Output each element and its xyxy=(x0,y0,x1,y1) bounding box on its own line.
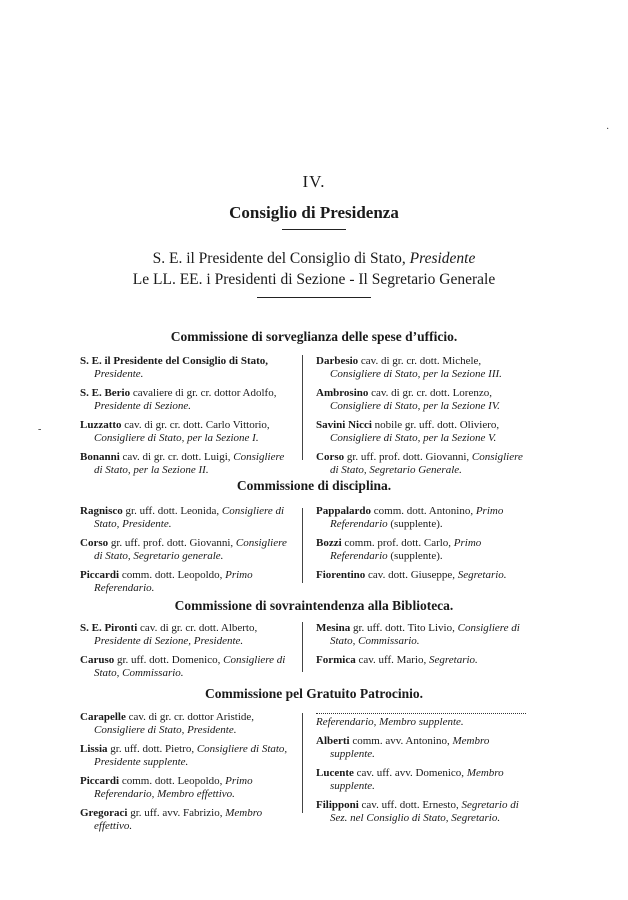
member-role: Membro effettivo. xyxy=(94,807,263,832)
member-role: Consigliere di Stato, Segretario Generale. xyxy=(330,451,523,476)
header-line-1-text xyxy=(153,250,476,267)
member-name: S. E. il Presidente del Consiglio di Stato, xyxy=(80,355,269,367)
header-line-2: Le LL. EE. i Presidenti di Sezione - Il Segretario Generale xyxy=(132,271,496,288)
member-title: gr. uff. prof. dott. Giovanni, xyxy=(344,451,472,463)
member-role: Primo Referendario. xyxy=(94,569,253,594)
member-entry xyxy=(316,569,526,582)
member-role: Primo Referendario, Membro effettivo. xyxy=(94,775,253,800)
member-role: Consigliere di Stato, per la Sezione II. xyxy=(94,451,285,476)
member-name: Caruso xyxy=(80,654,115,666)
section-3-right xyxy=(316,711,526,831)
member-name: Piccardi xyxy=(80,775,120,787)
member-title: comm. dott. Leopoldo, xyxy=(119,775,226,787)
section-title-sorveglianza: Commissione di sorveglianza delle spese d’ufficio. xyxy=(170,329,458,344)
member-role: Consigliere di Stato, per la Sezione V. xyxy=(330,432,497,444)
member-role: Presidente. xyxy=(94,368,144,380)
member-role: Consigliere di Stato, Commissario. xyxy=(330,622,520,647)
member-suffix: (supplente). xyxy=(387,550,443,562)
member-role: Consigliere di Stato, per la Sezione IV. xyxy=(330,400,500,412)
section-3-left xyxy=(80,711,292,839)
member-entry xyxy=(80,654,292,680)
member-title: comm. prof. dott. Carlo, xyxy=(341,537,454,549)
member-name: Corso xyxy=(80,537,109,549)
title-rule xyxy=(282,229,346,230)
member-name: Piccardi xyxy=(80,569,120,581)
member-role: Consigliere di Stato, Segretario generale. xyxy=(94,537,287,562)
section-0-left xyxy=(80,355,292,483)
member-role: Primo Referendario xyxy=(330,505,504,530)
member-entry xyxy=(316,387,526,413)
section-title-gratuito-patrocinio: Commissione pel Gratuito Patrocinio. xyxy=(205,686,423,701)
member-title: cav. di gr. cr. dott. Carlo Vittorio, xyxy=(121,419,270,431)
member-name: Darbesio xyxy=(316,355,359,367)
member-name: Fiorentino xyxy=(316,569,366,581)
member-title: gr. uff. dott. Domenico, xyxy=(114,654,224,666)
column-divider xyxy=(302,622,303,672)
member-name: Filipponi xyxy=(316,799,359,811)
member-name: Ragnisco xyxy=(80,505,123,517)
member-entry xyxy=(80,743,292,769)
chapter-number: IV. xyxy=(302,172,326,191)
member-title: cav. di gr. cr. dott. Alberto, xyxy=(137,622,258,634)
member-entry xyxy=(80,355,292,381)
section-title-disciplina: Commissione di disciplina. xyxy=(236,478,392,493)
member-title: gr. uff. prof. dott. Giovanni, xyxy=(108,537,236,549)
member-entry xyxy=(80,711,292,737)
member-entry xyxy=(316,419,526,445)
member-entry xyxy=(80,537,292,563)
member-role: Consigliere di Stato, Presidente supplente. xyxy=(94,743,288,768)
page-title: Consiglio di Presidenza xyxy=(229,203,399,222)
header-line-1-main: S. E. il Presidente del Consiglio di Stato, xyxy=(152,250,410,267)
column-divider xyxy=(302,508,303,583)
member-entry xyxy=(80,505,292,531)
member-name: Pappalardo xyxy=(316,505,372,517)
member-role: Consigliere di Stato, Presidente. xyxy=(94,724,237,736)
member-role: Presidente di Sezione, Presidente. xyxy=(94,635,244,647)
member-name: S. E. Berio xyxy=(80,387,131,399)
member-name: Savini Nicci xyxy=(316,419,372,431)
member-name: Corso xyxy=(316,451,345,463)
member-title: comm. avv. Antonino, xyxy=(349,735,453,747)
member-name: Ambrosino xyxy=(316,387,369,399)
member-title: comm. dott. Antonino, xyxy=(371,505,476,517)
member-title: cavaliere di gr. cr. dottor Adolfo, xyxy=(130,387,277,399)
member-entry xyxy=(316,622,526,648)
member-entry xyxy=(80,807,292,833)
member-title: cav. di gr. cr. dott. Michele, xyxy=(358,355,482,367)
member-entry xyxy=(316,767,526,793)
member-entry xyxy=(80,775,292,801)
member-name: Carapelle xyxy=(80,711,126,723)
member-role: Consigliere di Stato, Presidente. xyxy=(94,505,285,530)
member-entry xyxy=(316,735,526,761)
member-name: Lucente xyxy=(316,767,354,779)
column-divider xyxy=(302,713,303,813)
member-title: cav. uff. Mario, xyxy=(355,654,430,666)
member-role: Consigliere di Stato, per la Sezione I. xyxy=(94,432,259,444)
member-name: Gregoraci xyxy=(80,807,128,819)
member-role: Segretario. xyxy=(429,654,478,666)
continuation-text: Referendario, Membro supplente. xyxy=(316,716,464,728)
member-title: cav. di gr. cr. dott. Luigi, xyxy=(119,451,234,463)
continuation-line xyxy=(316,716,526,729)
member-role: Consigliere di Stato, per la Sezione III. xyxy=(330,368,502,380)
column-divider xyxy=(302,355,303,460)
member-suffix: (supplente). xyxy=(387,518,443,530)
member-role: Primo Referendario xyxy=(330,537,482,562)
section-1-left xyxy=(80,505,292,601)
member-entry xyxy=(80,387,292,413)
member-entry xyxy=(316,799,526,825)
member-entry xyxy=(80,419,292,445)
member-title: gr. uff. dott. Tito Livio, xyxy=(350,622,458,634)
section-0-right xyxy=(316,355,526,483)
member-name: Lissia xyxy=(80,743,108,755)
member-entry xyxy=(80,451,292,477)
header-line-1-role: Presidente xyxy=(409,250,476,267)
member-entry xyxy=(80,569,292,595)
member-name: Alberti xyxy=(316,735,350,747)
member-role: Consigliere di Stato, Commissario. xyxy=(94,654,286,679)
member-title: cav. di gr. cr. dottor Aristide, xyxy=(125,711,255,723)
member-role: Segretario. xyxy=(457,569,507,581)
member-entry xyxy=(80,622,292,648)
section-1-right xyxy=(316,505,526,588)
header-line-1 xyxy=(0,250,628,268)
section-2-left xyxy=(80,622,292,686)
member-name: S. E. Pironti xyxy=(80,622,138,634)
section-title-biblioteca: Commissione di sovraintendenza alla Biblioteca. xyxy=(174,598,454,613)
member-role: Segretario di Sez. nel Consiglio di Stato, Segretario. xyxy=(330,799,519,824)
member-name: Luzzatto xyxy=(80,419,122,431)
section-2-right xyxy=(316,622,526,673)
member-role: Presidente di Sezione. xyxy=(94,400,192,412)
member-entry xyxy=(316,355,526,381)
member-title: comm. dott. Leopoldo, xyxy=(119,569,226,581)
member-name: Bonanni xyxy=(80,451,120,463)
member-title: gr. uff. avv. Fabrizio, xyxy=(127,807,226,819)
member-title: gr. uff. dott. Leonida, xyxy=(122,505,222,517)
member-name: Bozzi xyxy=(316,537,342,549)
member-role: Membro supplente. xyxy=(330,767,504,792)
member-entry xyxy=(316,654,526,667)
member-title: nobile gr. uff. dott. Oliviero, xyxy=(371,419,500,431)
margin-mark: - xyxy=(38,424,42,435)
header-rule xyxy=(257,297,371,298)
member-title: cav. uff. avv. Domenico, xyxy=(353,767,467,779)
member-title: cav. uff. dott. Ernesto, xyxy=(358,799,462,811)
member-title: cav. dott. Giuseppe, xyxy=(365,569,458,581)
continuation-dots xyxy=(316,713,526,714)
member-title: cav. di gr. cr. dott. Lorenzo, xyxy=(368,387,492,399)
member-name: Mesina xyxy=(316,622,351,634)
member-entry xyxy=(316,451,526,477)
member-title: gr. uff. dott. Pietro, xyxy=(107,743,197,755)
member-role: Membro supplente. xyxy=(330,735,490,760)
member-name: Formica xyxy=(316,654,356,666)
member-entry xyxy=(316,537,526,563)
margin-mark: · xyxy=(606,124,610,135)
member-entry xyxy=(316,505,526,531)
